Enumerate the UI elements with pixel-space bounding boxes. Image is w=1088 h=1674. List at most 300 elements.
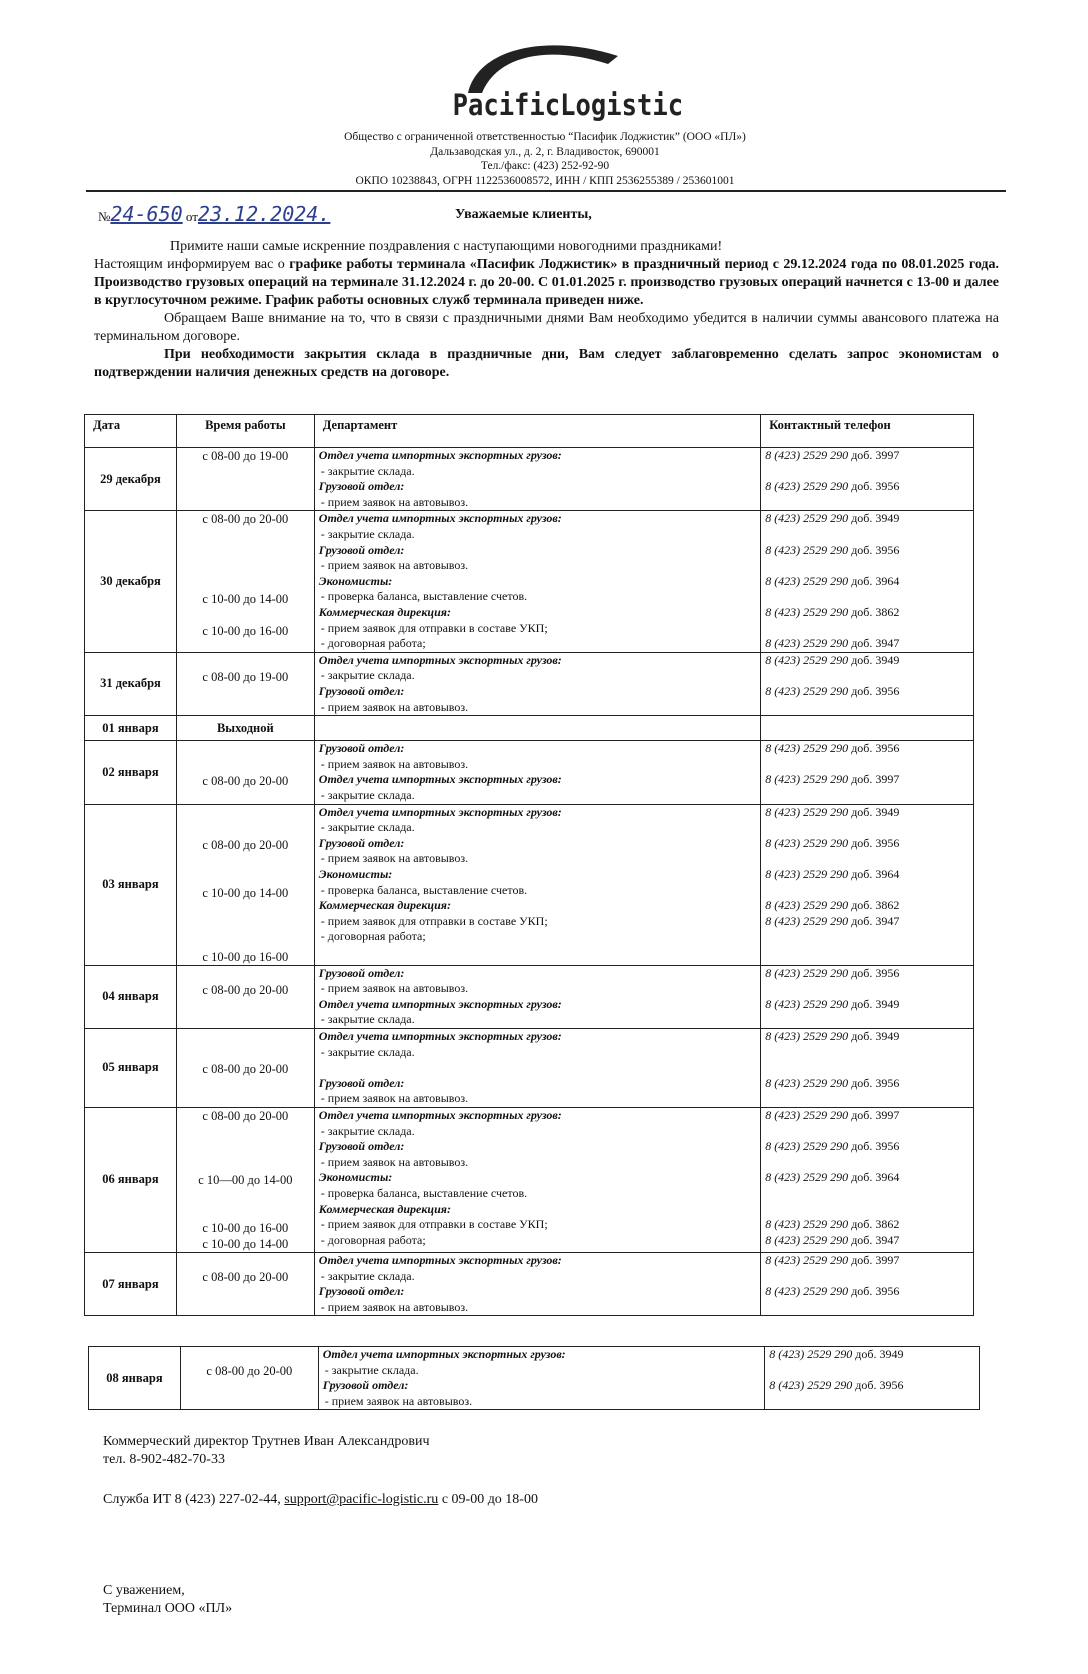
department-title: Грузовой отдел: [318, 965, 405, 980]
row-phones [761, 716, 974, 741]
contact-phone [765, 1363, 979, 1379]
contact-phone [761, 700, 973, 716]
contact-phone [761, 1076, 973, 1092]
working-hours-line: с 10-00 до 14-00 [202, 1236, 289, 1251]
table-row [85, 1028, 974, 1107]
contact-phone [761, 1170, 973, 1186]
working-hours-line [177, 741, 314, 757]
contact-phone [765, 1394, 979, 1410]
working-hours-line [177, 559, 314, 575]
row-phones [761, 1028, 974, 1107]
contact-phone [761, 1284, 973, 1300]
contact-phone [765, 1378, 979, 1394]
working-hours-line: с 08-00 до 20-00 [202, 982, 289, 997]
phone-number: 8 (423) 2529 290 [765, 866, 849, 881]
table-row [85, 1107, 974, 1252]
row-date: 05 января [85, 1028, 177, 1107]
phone-extension: доб. 3997 [851, 772, 900, 787]
phone-extension: доб. 3956 [851, 965, 900, 980]
phone-extension: доб. 3949 [855, 1347, 904, 1361]
department-title: Отдел учета импортных экспортных грузов: [318, 772, 562, 787]
working-hours-line: с 08-00 до 20-00 [202, 1108, 289, 1123]
working-hours-line [177, 821, 314, 837]
department-duty [315, 716, 760, 732]
row-working-hours [176, 965, 314, 1028]
department-title: Отдел учета импортных экспортных грузов: [318, 511, 562, 526]
working-hours-line: с 08-00 до 20-00 [202, 837, 289, 852]
company-phone-line: Тел./факс: (423) 252-92-90 [480, 160, 610, 172]
phone-extension: доб. 3964 [851, 1170, 900, 1185]
intro-paragraph-4: При необходимости закрытия склада в праздничные дни, Вам следует заблаговременно сделать запрос экономистам о подтверждении наличия денежных средств на договоре. [94, 347, 999, 380]
phone-number: 8 (423) 2529 290 [769, 1347, 853, 1361]
row-phones [761, 511, 974, 652]
department-title: Грузовой отдел: [318, 479, 405, 494]
contact-phone [761, 929, 973, 945]
working-hours-line [177, 917, 314, 933]
phone-extension: доб. 3949 [851, 1028, 900, 1043]
working-hours-line [177, 575, 314, 591]
department-duty: - проверка баланса, выставление счетов. [320, 1185, 528, 1200]
signature-block [103, 1582, 232, 1618]
table-row [85, 965, 974, 1028]
phone-extension: доб. 3997 [851, 1107, 900, 1122]
working-hours-line [177, 607, 314, 623]
number-prefix: № [98, 209, 111, 224]
contact-phone [761, 1269, 973, 1285]
handwritten-number: 24-650 [110, 202, 183, 226]
contact-phone [761, 836, 973, 852]
working-hours-line [177, 757, 314, 773]
department-duty: - прием заявок для отправки в составе УКП; [320, 913, 548, 928]
contact-phone [761, 543, 973, 559]
working-hours-line: с 08-00 до 20-00 [202, 512, 289, 527]
company-details [240, 130, 850, 188]
row-departments [314, 1028, 760, 1107]
table-row [85, 716, 974, 741]
phone-number: 8 (423) 2529 290 [765, 1170, 849, 1185]
phone-extension: доб. 3956 [851, 683, 900, 698]
department-title: Отдел учета импортных экспортных грузов: [318, 996, 562, 1011]
department-duty: - прием заявок для отправки в составе УКП; [320, 1217, 548, 1232]
row-date: 02 января [85, 741, 177, 804]
working-hours-line [177, 653, 314, 669]
department-title: Отдел учета импортных экспортных грузов: [318, 652, 562, 667]
phone-number: 8 (423) 2529 290 [765, 479, 849, 494]
phone-extension: доб. 3862 [851, 898, 900, 913]
contact-phone [761, 1217, 973, 1233]
phone-extension: доб. 3862 [851, 604, 900, 619]
company-codes-line: ОКПО 10238843, ОГРН 1122536008572, ИНН / КПП 2536255389 / 253601001 [355, 174, 735, 187]
contact-phone [761, 981, 973, 997]
working-hours-line: с 10-00 до 14-00 [202, 592, 289, 607]
table-row [85, 804, 974, 965]
department-title: Грузовой отдел: [318, 1139, 405, 1154]
working-hours-line [177, 805, 314, 821]
company-logo [440, 38, 684, 123]
contact-phone [761, 898, 973, 914]
row-phones [765, 1347, 980, 1410]
schedule-table-continuation [88, 1346, 980, 1410]
phone-extension: доб. 3964 [851, 866, 900, 881]
contact-phone [761, 1186, 973, 1202]
row-phones [761, 741, 974, 804]
phone-extension: доб. 3956 [851, 741, 900, 756]
department-title: Грузовой отдел: [322, 1378, 409, 1393]
department-duty: - проверка баланса, выставление счетов. [320, 589, 528, 604]
working-hours-line [177, 933, 314, 949]
phone-number: 8 (423) 2529 290 [769, 1378, 853, 1393]
phone-number: 8 (423) 2529 290 [765, 636, 849, 651]
phone-extension: доб. 3956 [851, 542, 900, 557]
department-duty: - закрытие склада. [320, 526, 415, 541]
working-hours-line [177, 1204, 314, 1220]
contact-phone [761, 1233, 973, 1249]
working-hours-line [177, 1188, 314, 1204]
row-date: 08 января [89, 1347, 181, 1410]
phone-number: 8 (423) 2529 290 [765, 1232, 849, 1247]
company-address-line: Дальзаводская ул., д. 2, г. Владивосток, 690001 [430, 145, 660, 158]
contact-phone [761, 1091, 973, 1107]
contact-phone [761, 805, 973, 821]
department-duty: - прием заявок для отправки в составе УКП; [320, 620, 548, 635]
phone-extension: доб. 3949 [851, 652, 900, 667]
phone-extension: доб. 3964 [851, 573, 900, 588]
header-time: Время работы [176, 415, 314, 448]
it-support-line [103, 1491, 538, 1509]
phone-extension: доб. 3956 [851, 1284, 900, 1299]
contact-phone [761, 1202, 973, 1218]
working-hours-line: с 08-00 до 19-00 [202, 669, 289, 684]
row-date: 03 января [85, 804, 177, 965]
department-duty: - прием заявок на автовывоз. [320, 1154, 469, 1169]
row-working-hours [176, 511, 314, 652]
department-duty: - закрытие склада. [320, 1268, 415, 1283]
department-title: Отдел учета импортных экспортных грузов: [318, 1252, 562, 1267]
contact-phone [761, 605, 973, 621]
working-hours-line: с 08-00 до 20-00 [206, 1364, 293, 1378]
phone-number: 8 (423) 2529 290 [765, 652, 849, 667]
row-date: 29 декабря [85, 448, 177, 511]
director-block [103, 1433, 430, 1469]
contact-phone [761, 966, 973, 982]
department-duty: - прием заявок на автовывоз. [320, 1299, 469, 1314]
working-hours-line [177, 1140, 314, 1156]
department-duty: - прием заявок на автовывоз. [320, 1091, 469, 1106]
phone-number: 8 (423) 2529 290 [765, 511, 849, 526]
working-hours-line [177, 1253, 314, 1269]
table-row [85, 741, 974, 804]
phone-extension: доб. 3862 [851, 1217, 900, 1232]
department-duty: - прием заявок на автовывоз. [320, 851, 469, 866]
department-title: Экономисты: [318, 1170, 393, 1185]
contact-phone [761, 1253, 973, 1269]
department-title: Коммерческая дирекция: [318, 604, 451, 619]
contact-phone [761, 883, 973, 899]
phone-number: 8 (423) 2529 290 [765, 772, 849, 787]
it-support-hours: с 09-00 до 18-00 [438, 1492, 538, 1507]
contact-phone [761, 527, 973, 543]
contact-phone [761, 1300, 973, 1316]
contact-phone [761, 589, 973, 605]
contact-phone [761, 820, 973, 836]
row-working-hours [176, 1107, 314, 1252]
phone-extension: доб. 3997 [851, 1252, 900, 1267]
phone-extension: доб. 3956 [855, 1378, 904, 1393]
brand-name: PacificLogistic [452, 88, 684, 122]
working-hours-line: с 08-00 до 20-00 [202, 1269, 289, 1284]
contact-phone [765, 1347, 979, 1363]
phone-extension: доб. 3997 [851, 448, 900, 462]
phone-number: 8 (423) 2529 290 [765, 913, 849, 928]
phone-extension: доб. 3956 [851, 479, 900, 494]
contact-phone [761, 997, 973, 1013]
row-departments [314, 652, 760, 715]
intro-paragraph-1: Примите наши самые искренние поздравления с наступающими новогодними праздниками! [170, 239, 723, 254]
phone-number: 8 (423) 2529 290 [765, 1028, 849, 1043]
from-label: от [185, 209, 198, 224]
row-working-hours [176, 652, 314, 715]
intro-p2-bold: графике работы терминала «Пасифик Лоджистик» в праздничный период с 29.12.2024 года по 08.01.2025 года. Производство грузовых операций на терминале 31.12.2024 г. до 20-00. С 01.01.2025 г. производство грузовых операций начнется с 13-00 и далее в круглосуточном режиме. График работы основных служб терминала приведен ниже. [94, 257, 1000, 308]
contact-phone [761, 1124, 973, 1140]
department-title: Грузовой отдел: [318, 835, 405, 850]
phone-number: 8 (423) 2529 290 [765, 1217, 849, 1232]
working-hours-line: с 08-00 до 20-00 [202, 1061, 289, 1076]
row-working-hours [176, 804, 314, 965]
contact-phone [761, 851, 973, 867]
department-duty: - прием заявок на автовывоз. [324, 1393, 473, 1408]
department-duty: - закрытие склада. [324, 1362, 419, 1377]
working-hours-line: с 08-00 до 19-00 [202, 449, 289, 463]
working-hours-line [177, 527, 314, 543]
phone-extension: доб. 3949 [851, 996, 900, 1011]
department-title: Отдел учета импортных экспортных грузов: [318, 804, 562, 819]
department-duty: - договорная работа; [320, 929, 426, 944]
department-duty: - проверка баланса, выставление счетов. [320, 882, 528, 897]
department-duty: - закрытие склада. [320, 1123, 415, 1138]
table-row [89, 1347, 980, 1410]
signature-text: Терминал ООО «ПЛ» [103, 1601, 233, 1616]
department-duty: - прием заявок на автовывоз. [320, 981, 469, 996]
working-hours-line [177, 1156, 314, 1172]
working-hours-line: с 10-00 до 16-00 [202, 624, 289, 639]
director-name: Коммерческий директор Трутнев Иван Александрович [103, 1434, 430, 1449]
department-title: Коммерческая дирекция: [318, 898, 451, 913]
phone-extension: доб. 3956 [851, 1139, 900, 1154]
row-departments [314, 1107, 760, 1252]
schedule-table [84, 414, 974, 1316]
contact-phone [761, 1108, 973, 1124]
row-working-hours [180, 1347, 318, 1410]
department-title: Отдел учета импортных экспортных грузов: [318, 448, 562, 462]
phone-number: 8 (423) 2529 290 [765, 898, 849, 913]
row-departments [318, 1347, 764, 1410]
row-departments [314, 511, 760, 652]
working-hours-line [177, 853, 314, 869]
contact-phone [761, 1139, 973, 1155]
working-hours-line [177, 869, 314, 885]
schedule-table-continuation-body [89, 1347, 980, 1410]
phone-extension: доб. 3956 [851, 1075, 900, 1090]
department-duty: - договорная работа; [320, 1232, 426, 1247]
department-duty: - закрытие склада. [320, 820, 415, 835]
contact-phone [761, 741, 973, 757]
department-duty: - прием заявок на автовывоз. [320, 494, 469, 509]
phone-number: 8 (423) 2529 290 [765, 448, 849, 462]
row-date: 07 января [85, 1252, 177, 1315]
director-phone: тел. 8-902-482-70-33 [103, 1452, 225, 1467]
working-hours-line: с 08-00 до 20-00 [202, 774, 289, 789]
department-duty: - прием заявок на автовывоз. [320, 558, 469, 573]
department-title: Грузовой отдел: [318, 741, 405, 756]
row-phones [761, 652, 974, 715]
contact-phone [761, 653, 973, 669]
phone-number: 8 (423) 2529 290 [765, 804, 849, 819]
regards-text: С уважением, [103, 1583, 185, 1598]
department-title: Грузовой отдел: [318, 683, 405, 698]
department-duty: - закрытие склада. [320, 1044, 415, 1059]
row-date: 01 января [85, 716, 177, 741]
department-title: Экономисты: [318, 573, 393, 588]
department-duty: - закрытие склада. [320, 787, 415, 802]
phone-number: 8 (423) 2529 290 [765, 573, 849, 588]
table-row [85, 652, 974, 715]
row-departments [314, 448, 760, 511]
row-departments [314, 741, 760, 804]
department-duty: - закрытие склада. [320, 668, 415, 683]
phone-number: 8 (423) 2529 290 [765, 683, 849, 698]
registration-number [98, 202, 330, 226]
department-title: Экономисты: [318, 866, 393, 881]
row-date: 06 января [85, 1107, 177, 1252]
contact-phone [761, 914, 973, 930]
contact-phone [761, 558, 973, 574]
department-title: Коммерческая дирекция: [318, 1201, 451, 1216]
row-phones [761, 1107, 974, 1252]
phone-extension: доб. 3949 [851, 511, 900, 526]
row-working-hours [176, 448, 314, 511]
department-duty: - прием заявок на автовывоз. [320, 699, 469, 714]
working-hours-line [177, 1029, 314, 1045]
working-hours-line: с 10-00 до 16-00 [202, 949, 289, 964]
row-phones [761, 1252, 974, 1315]
row-phones [761, 804, 974, 965]
header-divider [86, 190, 1006, 192]
handwritten-date: 23.12.2024. [197, 202, 331, 226]
contact-phone [761, 772, 973, 788]
support-email-link[interactable]: support@pacific-logistic.ru [284, 1492, 439, 1507]
header-phone: Контактный телефон [761, 415, 974, 448]
contact-phone [761, 448, 973, 464]
working-hours-line [181, 1347, 318, 1363]
row-departments [314, 1252, 760, 1315]
it-support-phone: Служба ИТ 8 (423) 227-02-44, [103, 1492, 285, 1507]
phone-extension: доб. 3947 [851, 913, 900, 928]
row-date: 31 декабря [85, 652, 177, 715]
contact-phone [761, 1060, 973, 1076]
department-title: Грузовой отдел: [318, 1284, 405, 1299]
department-duty: - договорная работа; [320, 636, 426, 651]
row-phones [761, 965, 974, 1028]
header-department: Департамент [314, 415, 760, 448]
table-row [85, 1252, 974, 1315]
phone-extension: доб. 3947 [851, 1232, 900, 1247]
row-working-hours [176, 1252, 314, 1315]
schedule-table-body [85, 415, 974, 1316]
row-working-hours [176, 741, 314, 804]
working-hours-line [177, 543, 314, 559]
phone-number: 8 (423) 2529 290 [765, 965, 849, 980]
phone-number: 8 (423) 2529 290 [765, 996, 849, 1011]
row-phones [761, 448, 974, 511]
table-header-row [85, 415, 974, 448]
working-hours-line [177, 1045, 314, 1061]
phone-number: 8 (423) 2529 290 [765, 542, 849, 557]
row-date: 04 января [85, 965, 177, 1028]
table-row [85, 448, 974, 511]
phone-number: 8 (423) 2529 290 [765, 604, 849, 619]
contact-phone [761, 757, 973, 773]
working-hours-line: Выходной [216, 721, 274, 736]
intro-p2-plain: Настоящим информируем вас о [94, 257, 290, 272]
department-duty: - прием заявок на автовывоз. [320, 756, 469, 771]
company-name-line: Общество с ограниченной ответственностью “Пасифик Лоджистик” (ООО «ПЛ») [344, 131, 746, 143]
intro-paragraph-3: Обращаем Ваше внимание на то, что в связи с праздничными днями Вам необходимо убедится в наличии суммы авансового платежа на терминальном договоре. [94, 311, 999, 344]
contact-phone [761, 716, 973, 732]
department-title: Отдел учета импортных экспортных грузов: [318, 1107, 562, 1122]
intro-text [94, 238, 999, 382]
phone-extension: доб. 3956 [851, 835, 900, 850]
phone-extension: доб. 3947 [851, 636, 900, 651]
working-hours-line [177, 1124, 314, 1140]
contact-phone [761, 479, 973, 495]
contact-phone [761, 636, 973, 652]
department-duty: - закрытие склада. [320, 463, 415, 478]
row-departments [314, 965, 760, 1028]
contact-phone [761, 1155, 973, 1171]
contact-phone [761, 621, 973, 637]
working-hours-line: с 10—00 до 14-00 [198, 1172, 293, 1187]
contact-phone [761, 464, 973, 480]
contact-phone [761, 668, 973, 684]
intro-paragraph-2 [94, 256, 999, 310]
phone-number: 8 (423) 2529 290 [765, 1284, 849, 1299]
table-row [85, 511, 974, 652]
department-duty [315, 1060, 760, 1076]
working-hours-line [177, 966, 314, 982]
phone-number: 8 (423) 2529 290 [765, 1107, 849, 1122]
phone-extension: доб. 3949 [851, 804, 900, 819]
phone-number: 8 (423) 2529 290 [765, 1252, 849, 1267]
department-title: Грузовой отдел: [318, 1075, 405, 1090]
department-title: Отдел учета импортных экспортных грузов: [322, 1347, 566, 1361]
department-title: Грузовой отдел: [318, 542, 405, 557]
phone-number: 8 (423) 2529 290 [765, 1139, 849, 1154]
working-hours-line: с 10-00 до 16-00 [202, 1220, 289, 1235]
phone-number: 8 (423) 2529 290 [765, 1075, 849, 1090]
contact-phone [761, 574, 973, 590]
contact-phone [761, 1012, 973, 1028]
contact-phone [761, 495, 973, 511]
phone-number: 8 (423) 2529 290 [765, 835, 849, 850]
row-working-hours [176, 1028, 314, 1107]
working-hours-line [177, 901, 314, 917]
row-working-hours [176, 716, 314, 741]
row-departments [314, 716, 760, 741]
contact-phone [761, 867, 973, 883]
header-date: Дата [85, 415, 177, 448]
contact-phone [761, 1045, 973, 1061]
contact-phone [761, 511, 973, 527]
